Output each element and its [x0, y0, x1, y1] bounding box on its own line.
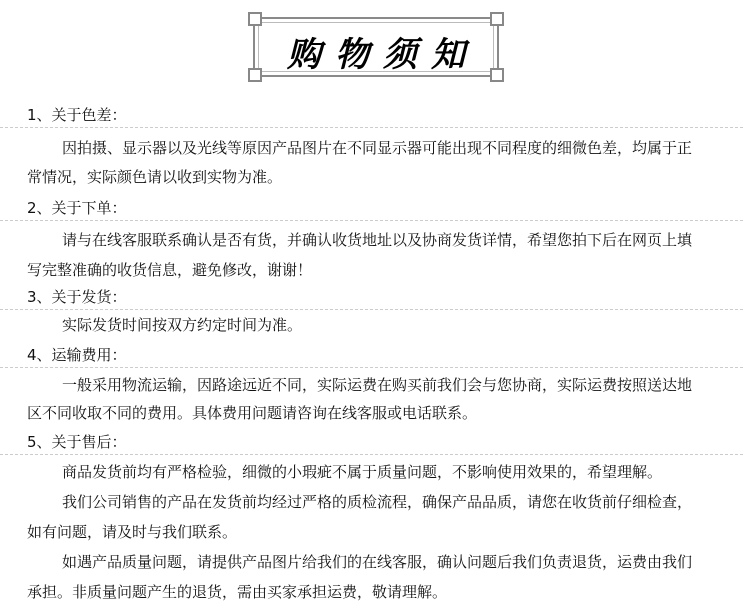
paragraph-line: 我们公司销售的产品在发货前均经过严格的质检流程，确保产品品质，请您在收货前仔细检查， — [62, 493, 693, 511]
paragraph-line: 常情况，实际颜色请以收到实物为准。 — [27, 168, 283, 186]
paragraph-line: 因拍摄、显示器以及光线等原因产品图片在不同显示器可能出现不同程度的细微色差，均属于正 — [62, 139, 693, 157]
title-banner — [253, 17, 499, 77]
dash-divider — [0, 220, 743, 221]
paragraph-line: 承担。非质量问题产生的退货，需由买家承担运费，敬请理解。 — [27, 583, 448, 601]
dash-divider — [0, 367, 743, 368]
paragraph-line: 区不同收取不同的费用。具体费用问题请咨询在线客服或电话联系。 — [27, 404, 478, 422]
dash-divider — [0, 127, 743, 128]
section-heading: 4、运输费用： — [27, 346, 127, 364]
paragraph-line: 写完整准确的收货信息，避免修改，谢谢！ — [27, 261, 313, 279]
paragraph-line: 一般采用物流运输，因路途远近不同，实际运费在购买前我们会与您协商，实际运费按照送达地 — [62, 376, 693, 394]
section-heading: 1、关于色差： — [27, 106, 127, 124]
section-heading: 5、关于售后： — [27, 433, 127, 451]
corner-ornament — [490, 12, 504, 26]
page-title: 购物须知 — [287, 35, 479, 75]
corner-ornament — [248, 12, 262, 26]
paragraph-line: 请与在线客服联系确认是否有货，并确认收货地址以及协商发货详情，希望您拍下后在网页上填 — [62, 231, 693, 249]
paragraph-line: 实际发货时间按双方约定时间为准。 — [62, 316, 303, 334]
dash-divider — [0, 454, 743, 455]
paragraph-line: 如有问题，请及时与我们联系。 — [27, 523, 238, 541]
paragraph-line: 商品发货前均有严格检验，细微的小瑕疵不属于质量问题，不影响使用效果的，希望理解。 — [62, 463, 663, 481]
section-heading: 3、关于发货： — [27, 288, 127, 306]
dash-divider — [0, 309, 743, 310]
section-heading: 2、关于下单： — [27, 199, 127, 217]
paragraph-line: 如遇产品质量问题，请提供产品图片给我们的在线客服，确认问题后我们负责退货，运费由我们 — [62, 553, 693, 571]
